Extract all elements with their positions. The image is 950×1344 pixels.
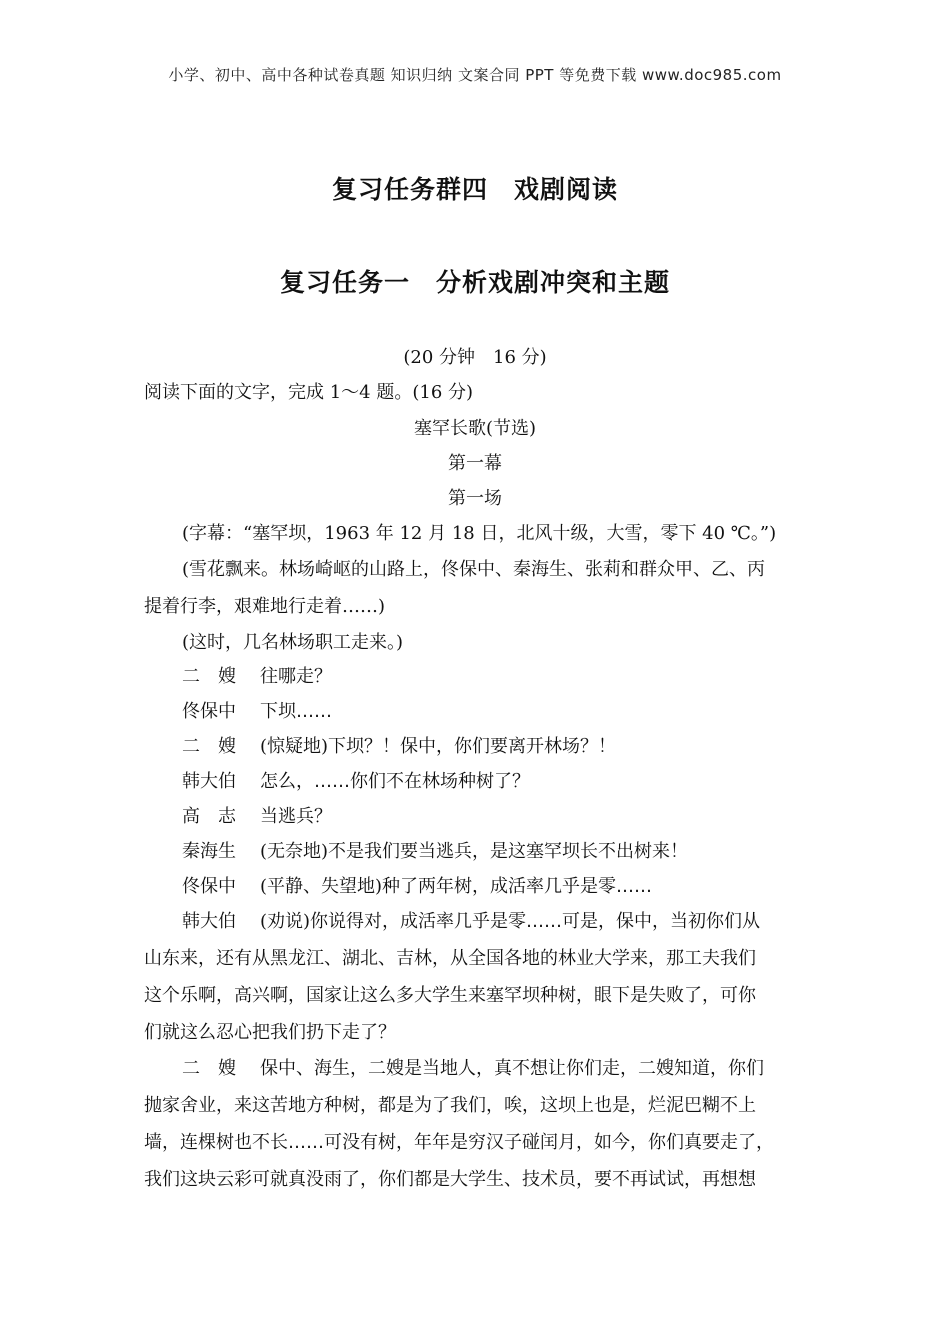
speaker: 韩大伯 (182, 771, 236, 792)
dialogue-line (182, 910, 862, 934)
instruction: 阅读下面的文字，完成 1～4 题。(16 分) (144, 382, 474, 403)
dialogue-line (182, 1057, 862, 1081)
speaker: 秦海生 (182, 841, 236, 862)
play-title: 塞罕长歌(节选) (413, 418, 537, 439)
stage-direction: (雪花飘来。林场崎岖的山路上，佟保中、秦海生、张莉和群众甲、乙、丙 (182, 559, 766, 580)
time-score: (20 分钟 16 分) (403, 347, 547, 368)
dialogue-line (182, 805, 862, 829)
speech: 往哪走？ (260, 666, 332, 687)
speech-cont: 这个乐啊，高兴啊，国家让这么多大学生来塞罕坝种树，眼下是失败了，可你 (144, 985, 756, 1006)
task-title: 复习任务一 分析戏剧冲突和主题 (279, 268, 670, 297)
speech-cont: 们就这么忍心把我们扔下走了？ (144, 1022, 396, 1043)
speech: 种了两年树，成活率几乎是零…… (382, 876, 653, 897)
page-header-watermark: 小学、初中、高中各种试卷真题 知识归纳 文案合同 PPT 等免费下载 www.doc985.com (168, 66, 782, 84)
dialogue-line (182, 700, 862, 724)
dialogue-line (182, 665, 862, 689)
speech: 下坝？！保中，你们要离开林场？！ (328, 736, 617, 757)
direction: (无奈地) (260, 841, 329, 862)
stage-direction-cont: 提着行李，艰难地行走着……) (144, 596, 386, 617)
section-title: 复习任务群四 戏剧阅读 (331, 175, 618, 204)
speech-cont: 山东来，还有从黑龙江、湖北、吉林，从全国各地的林业大学来，那工夫我们 (144, 948, 756, 969)
speech-cont: 抛家舍业，来这苦地方种树，都是为了我们，唉，这坝上也是，烂泥巴糊不上 (144, 1095, 756, 1116)
speaker: 二 嫂 (182, 1058, 236, 1079)
direction: (平静、失望地) (260, 876, 383, 897)
speaker: 佟保中 (182, 701, 236, 722)
speech: 你说得对，成活率几乎是零……可是，保中，当初你们从 (310, 911, 761, 932)
stage-direction: (字幕：“塞罕坝，1963 年 12 月 18 日，北风十级，大雪，零下 40 ℃。”) (182, 523, 777, 544)
speech: 当逃兵？ (260, 806, 332, 827)
dialogue-line (182, 875, 862, 899)
speech-cont: 我们这块云彩可就真没雨了，你们都是大学生、技术员，要不再试试，再想想 (144, 1169, 756, 1190)
speaker: 二 嫂 (182, 666, 236, 687)
speech: 下坝…… (260, 701, 332, 722)
speaker: 韩大伯 (182, 911, 236, 932)
direction: (惊疑地) (260, 736, 329, 757)
speaker: 高 志 (182, 806, 236, 827)
speech: 不是我们要当逃兵，是这塞罕坝长不出树来！ (328, 841, 689, 862)
speech-cont: 墙，连棵树也不长……可没有树，年年是穷汉子碰闰月，如今，你们真要走了， (144, 1132, 774, 1153)
scene-label: 第一场 (448, 488, 502, 509)
speaker: 佟保中 (182, 876, 236, 897)
act-label: 第一幕 (448, 453, 502, 474)
speech: 保中、海生，二嫂是当地人，真不想让你们走，二嫂知道，你们 (260, 1058, 764, 1079)
dialogue-line (182, 840, 862, 864)
dialogue-line (182, 735, 862, 759)
stage-direction: (这时，几名林场职工走来。) (182, 632, 404, 653)
speaker: 二 嫂 (182, 736, 236, 757)
dialogue-line (182, 770, 862, 794)
direction: (劝说) (260, 911, 311, 932)
speech: 怎么，……你们不在林场种树了？ (260, 771, 530, 792)
